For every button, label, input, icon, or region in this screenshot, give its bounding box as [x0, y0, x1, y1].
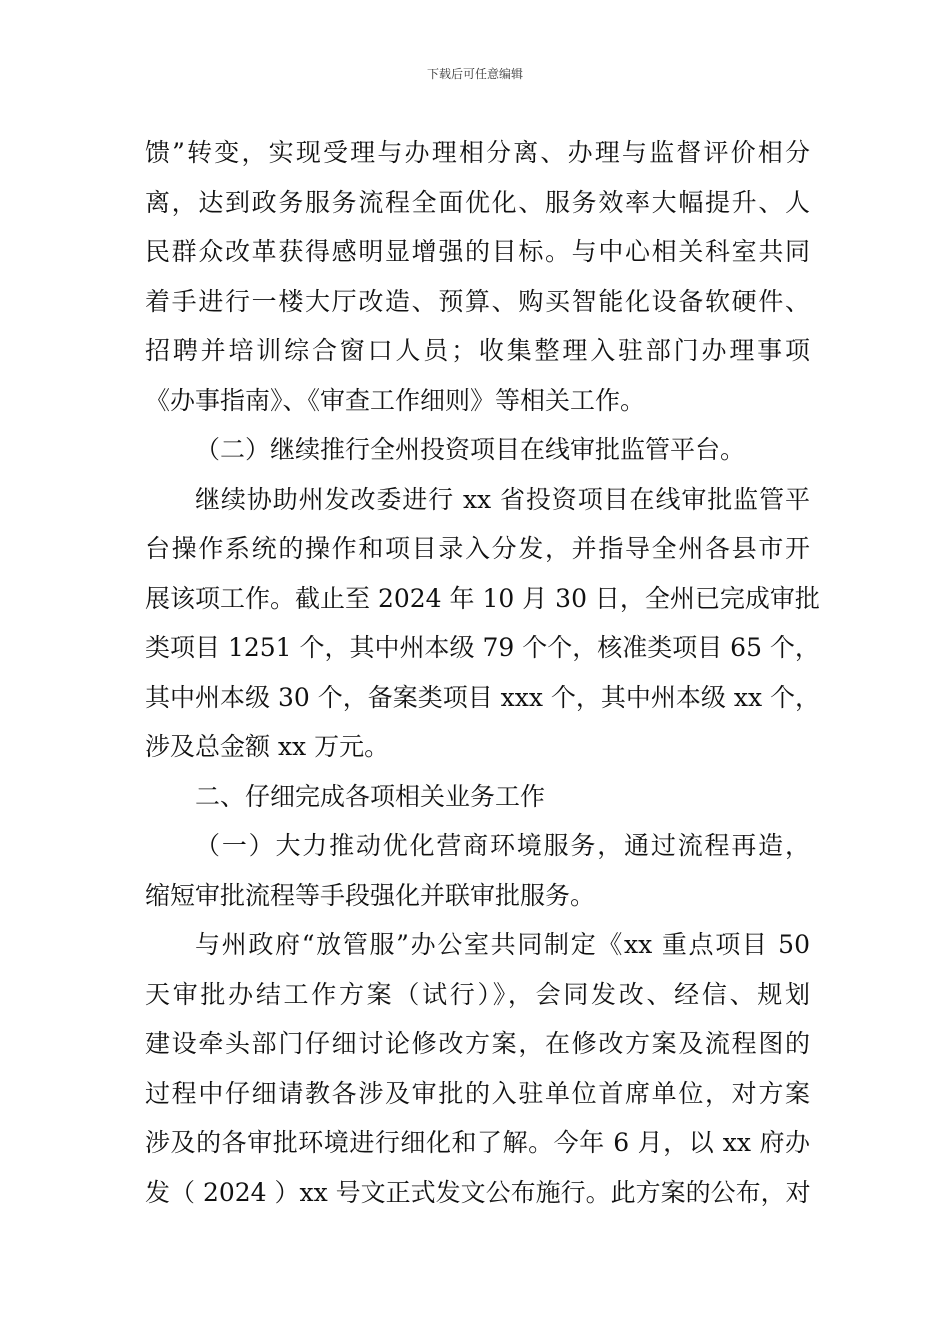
paragraph-line: 台操作系统的操作和项目录入分发，并指导全州各县市开 — [145, 534, 810, 563]
paragraph-line: 馈”转变，实现受理与办理相分离、办理与监督评价相分 — [145, 138, 810, 167]
paragraph-line: 招聘并培训综合窗口人员；收集整理入驻部门办理事项 — [145, 336, 810, 365]
paragraph-line: 缩短审批流程等手段强化并联审批服务。 — [145, 880, 596, 910]
paragraph-line: 与州政府“放管服”办公室共同制定《xx 重点项目 50 — [195, 930, 810, 959]
paragraph-line: 发（ 2024 ）xx 号文正式发文公布施行。此方案的公布，对 — [145, 1177, 811, 1207]
paragraph-line: 类项目 1251 个，其中州本级 79 个个，核准类项目 65 个， — [145, 633, 820, 662]
paragraph-line: 离，达到政务服务流程全面优化、服务效率大幅提升、人 — [145, 187, 810, 217]
paragraph-line: （一）大力推动优化营商环境服务，通过流程再造， — [195, 831, 810, 860]
paragraph-line: 天审批办结工作方案（试行）》，会同发改、经信、规划 — [145, 979, 810, 1009]
paragraph-line: 涉及总金额 xx 万元。 — [145, 732, 390, 761]
paragraph-line: 着手进行一楼大厅改造、预算、购买智能化设备软硬件、 — [145, 286, 810, 316]
paragraph-line: 其中州本级 30 个，备案类项目 xxx 个，其中州本级 xx 个， — [145, 682, 820, 712]
paragraph-line: 二、仔细完成各项相关业务工作 — [195, 781, 546, 811]
paragraph-line: 建设牵头部门仔细讨论修改方案，在修改方案及流程图的 — [145, 1029, 810, 1058]
paragraph-line: 《办事指南》、《审查工作细则》等相关工作。 — [145, 385, 646, 415]
paragraph-line: 展该项工作。截止至 2024 年 10 月 30 日，全州已完成审批 — [145, 583, 820, 613]
paragraph-line: 涉及的各审批环境进行细化和了解。今年 6 月，以 xx 府办 — [145, 1128, 810, 1157]
paragraph-line: 过程中仔细请教各涉及审批的入驻单位首席单位，对方案 — [145, 1078, 810, 1108]
page-header: 下载后可任意编辑 — [426, 67, 523, 81]
paragraph-line: 民群众改革获得感明显增强的目标。与中心相关科室共同 — [145, 237, 810, 266]
paragraph-line: （二）继续推行全州投资项目在线审批监管平台。 — [195, 435, 746, 464]
document-body — [145, 128, 820, 1217]
paragraph-line: 继续协助州发改委进行 xx 省投资项目在线审批监管平 — [195, 484, 810, 514]
